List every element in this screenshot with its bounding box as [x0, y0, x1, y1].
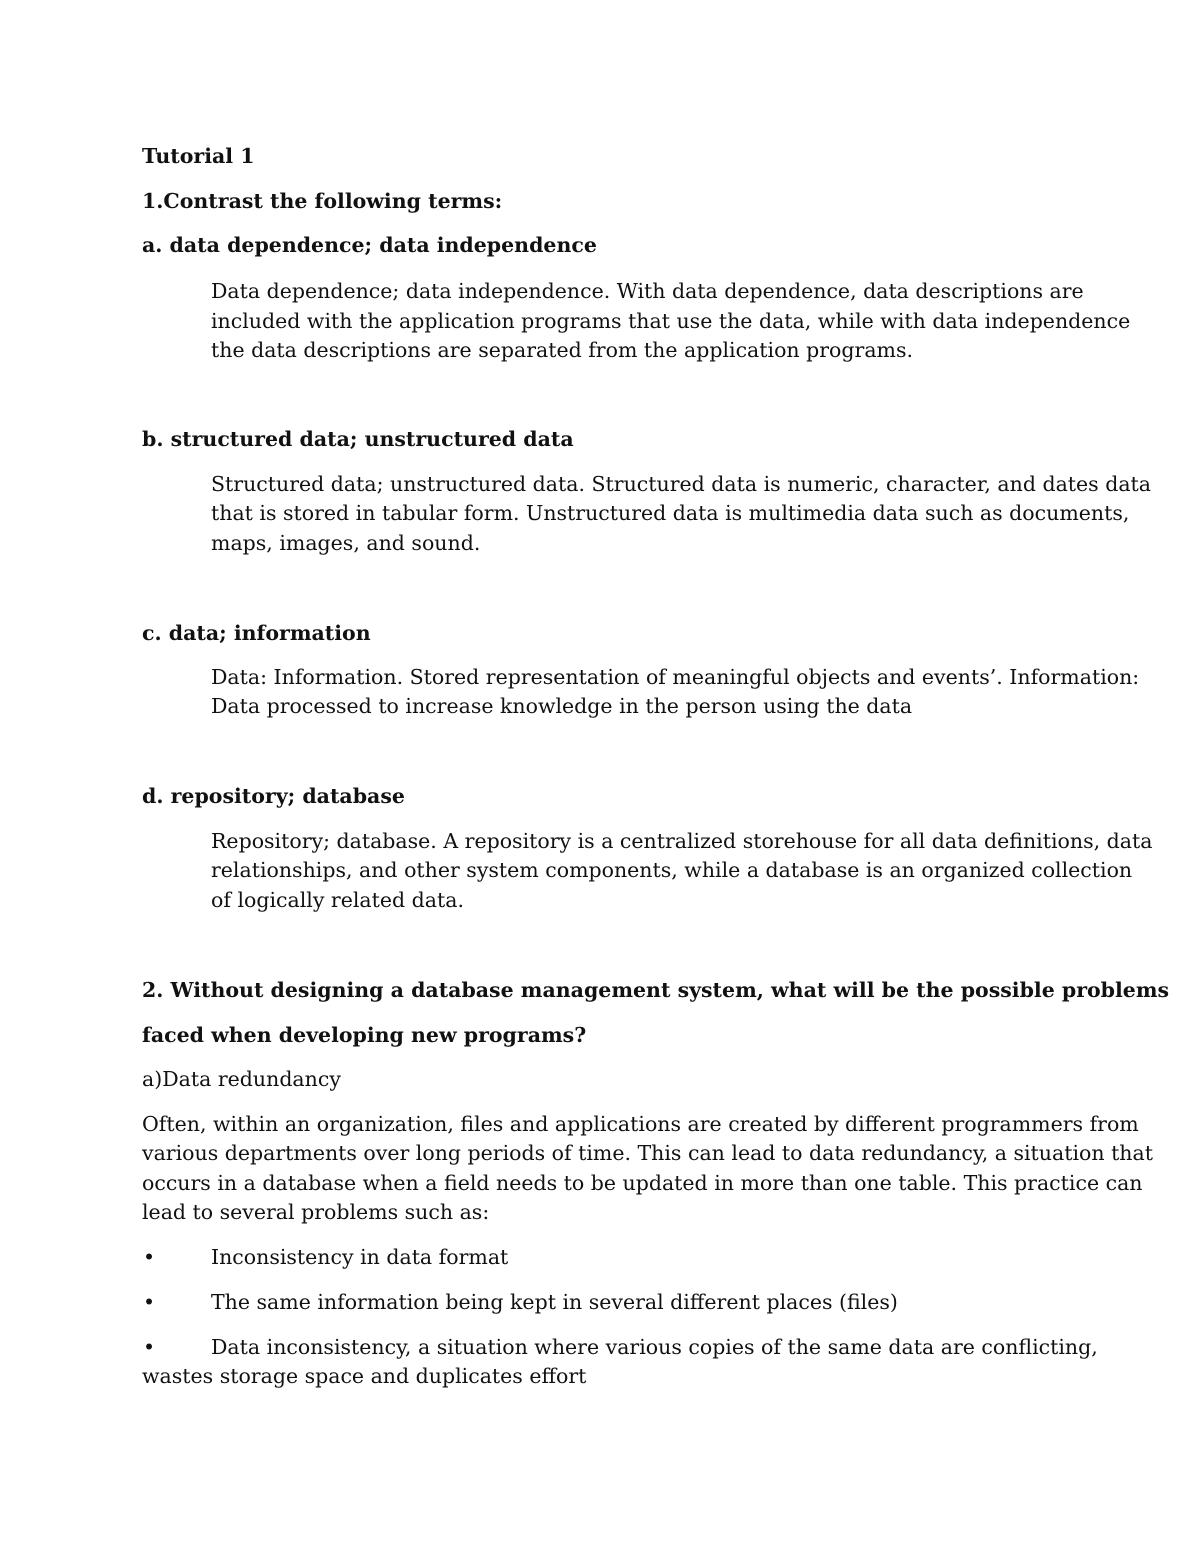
- item-a-text-line: included with the application programs that use the data, while with data independence: [211, 309, 1131, 333]
- item-a-text-line: the data descriptions are separated from the application programs.: [211, 338, 914, 362]
- item-c-text-line: Data: Information. Stored representation of meaningful objects and events’. Information:: [211, 665, 1140, 689]
- paragraph-line: Often, within an organization, files and applications are created by different programmers from: [142, 1112, 1139, 1136]
- bullet-marker: •: [143, 1245, 156, 1269]
- item-d-text-line: Repository; database. A repository is a centralized storehouse for all data definitions, data: [211, 829, 1153, 853]
- bullet-item-text: Data inconsistency, a situation where various copies of the same data are conflicting,: [211, 1335, 1098, 1359]
- paragraph-line: occurs in a database when a field needs to be updated in more than one table. This practice can: [142, 1171, 1143, 1195]
- item-b-text-line: maps, images, and sound.: [211, 531, 481, 555]
- bullet-item-text-continued: wastes storage space and duplicates effort: [142, 1364, 587, 1388]
- bullet-item-text: The same information being kept in several different places (files): [211, 1290, 898, 1314]
- item-b-label: b. structured data; unstructured data: [142, 427, 574, 451]
- item-d-text-line: relationships, and other system components, while a database is an organized collection: [211, 858, 1133, 882]
- paragraph-line: various departments over long periods of time. This can lead to data redundancy, a situation that: [142, 1141, 1153, 1165]
- paragraph-line: lead to several problems such as:: [142, 1200, 490, 1224]
- item-a-label: a. data dependence; data independence: [142, 233, 597, 257]
- bullet-marker: •: [143, 1335, 156, 1359]
- item-a-text-line: Data dependence; data independence. With data dependence, data descriptions are: [211, 279, 1084, 303]
- bullet-marker: •: [143, 1290, 156, 1314]
- question-2-heading-line: faced when developing new programs?: [142, 1023, 587, 1047]
- question-1-heading: 1.Contrast the following terms:: [142, 189, 503, 213]
- item-d-text-line: of logically related data.: [211, 888, 464, 912]
- item-b-text-line: that is stored in tabular form. Unstructured data is multimedia data such as documents,: [211, 501, 1130, 525]
- item-c-label: c. data; information: [142, 621, 371, 645]
- subheading-data-redundancy: a)Data redundancy: [142, 1067, 341, 1091]
- bullet-item-text: Inconsistency in data format: [211, 1245, 509, 1269]
- question-2-heading-line: 2. Without designing a database management system, what will be the possible problems: [142, 978, 1170, 1002]
- document-title: Tutorial 1: [142, 144, 255, 168]
- item-b-text-line: Structured data; unstructured data. Structured data is numeric, character, and dates data: [211, 472, 1152, 496]
- item-d-label: d. repository; database: [142, 784, 405, 808]
- item-c-text-line: Data processed to increase knowledge in the person using the data: [211, 694, 913, 718]
